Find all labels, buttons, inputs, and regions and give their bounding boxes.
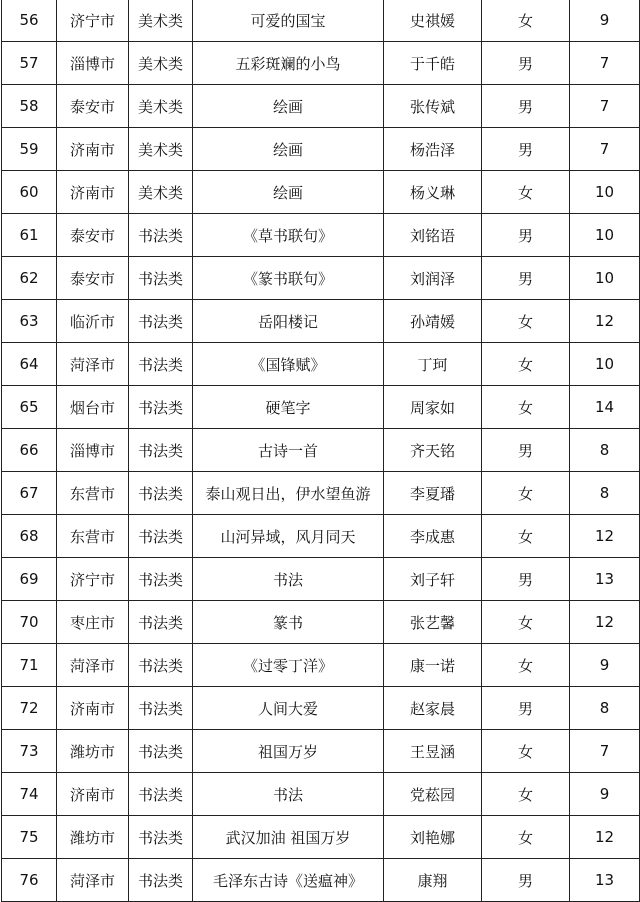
table-row xyxy=(2,601,640,644)
category-cell: 美术类 xyxy=(129,85,193,128)
gender-cell: 女 xyxy=(482,386,570,429)
table-row xyxy=(2,515,640,558)
gender-cell: 男 xyxy=(482,558,570,601)
gender-cell: 女 xyxy=(482,730,570,773)
work-title-cell: 绘画 xyxy=(193,128,384,171)
city-cell: 泰安市 xyxy=(57,257,129,300)
age-cell: 9 xyxy=(570,644,640,687)
table-row xyxy=(2,472,640,515)
age-cell: 7 xyxy=(570,85,640,128)
category-cell: 书法类 xyxy=(129,859,193,902)
city-cell: 枣庄市 xyxy=(57,601,129,644)
work-title-cell: 祖国万岁 xyxy=(193,730,384,773)
category-cell: 美术类 xyxy=(129,128,193,171)
table-row xyxy=(2,644,640,687)
age-cell: 7 xyxy=(570,730,640,773)
table-row xyxy=(2,429,640,472)
city-cell: 淄博市 xyxy=(57,429,129,472)
row-number-cell: 62 xyxy=(2,257,57,300)
student-name-cell: 于千皓 xyxy=(384,42,482,85)
city-cell: 菏泽市 xyxy=(57,644,129,687)
student-name-cell: 周家如 xyxy=(384,386,482,429)
row-number-cell: 56 xyxy=(2,0,57,42)
category-cell: 书法类 xyxy=(129,429,193,472)
row-number-cell: 70 xyxy=(2,601,57,644)
gender-cell: 男 xyxy=(482,429,570,472)
category-cell: 书法类 xyxy=(129,601,193,644)
gender-cell: 男 xyxy=(482,42,570,85)
work-title-cell: 书法 xyxy=(193,558,384,601)
gender-cell: 女 xyxy=(482,601,570,644)
gender-cell: 女 xyxy=(482,773,570,816)
gender-cell: 男 xyxy=(482,859,570,902)
student-name-cell: 张传斌 xyxy=(384,85,482,128)
city-cell: 东营市 xyxy=(57,515,129,558)
category-cell: 书法类 xyxy=(129,472,193,515)
city-cell: 菏泽市 xyxy=(57,343,129,386)
city-cell: 烟台市 xyxy=(57,386,129,429)
entries-table xyxy=(1,0,640,902)
city-cell: 淄博市 xyxy=(57,42,129,85)
table-row xyxy=(2,128,640,171)
work-title-cell: 泰山观日出，伊水望鱼游 xyxy=(193,472,384,515)
student-name-cell: 刘铭语 xyxy=(384,214,482,257)
row-number-cell: 69 xyxy=(2,558,57,601)
student-name-cell: 康翔 xyxy=(384,859,482,902)
city-cell: 东营市 xyxy=(57,472,129,515)
category-cell: 书法类 xyxy=(129,343,193,386)
work-title-cell: 绘画 xyxy=(193,85,384,128)
gender-cell: 女 xyxy=(482,343,570,386)
row-number-cell: 73 xyxy=(2,730,57,773)
age-cell: 13 xyxy=(570,859,640,902)
row-number-cell: 64 xyxy=(2,343,57,386)
age-cell: 8 xyxy=(570,687,640,730)
student-name-cell: 李夏璠 xyxy=(384,472,482,515)
work-title-cell: 山河异域，风月同天 xyxy=(193,515,384,558)
student-name-cell: 刘艳娜 xyxy=(384,816,482,859)
table-row xyxy=(2,859,640,902)
city-cell: 济南市 xyxy=(57,128,129,171)
gender-cell: 女 xyxy=(482,472,570,515)
student-name-cell: 李成惠 xyxy=(384,515,482,558)
row-number-cell: 59 xyxy=(2,128,57,171)
city-cell: 济宁市 xyxy=(57,0,129,42)
row-number-cell: 61 xyxy=(2,214,57,257)
table-row xyxy=(2,343,640,386)
gender-cell: 女 xyxy=(482,644,570,687)
city-cell: 潍坊市 xyxy=(57,730,129,773)
category-cell: 书法类 xyxy=(129,816,193,859)
student-name-cell: 张艺馨 xyxy=(384,601,482,644)
student-name-cell: 赵家晨 xyxy=(384,687,482,730)
row-number-cell: 65 xyxy=(2,386,57,429)
category-cell: 书法类 xyxy=(129,773,193,816)
work-title-cell: 古诗一首 xyxy=(193,429,384,472)
row-number-cell: 66 xyxy=(2,429,57,472)
gender-cell: 女 xyxy=(482,816,570,859)
work-title-cell: 《国锋赋》 xyxy=(193,343,384,386)
gender-cell: 女 xyxy=(482,0,570,42)
age-cell: 9 xyxy=(570,0,640,42)
gender-cell: 男 xyxy=(482,687,570,730)
category-cell: 书法类 xyxy=(129,515,193,558)
category-cell: 美术类 xyxy=(129,42,193,85)
category-cell: 书法类 xyxy=(129,687,193,730)
row-number-cell: 72 xyxy=(2,687,57,730)
row-number-cell: 58 xyxy=(2,85,57,128)
table-row xyxy=(2,214,640,257)
category-cell: 书法类 xyxy=(129,730,193,773)
category-cell: 美术类 xyxy=(129,171,193,214)
work-title-cell: 毛泽东古诗《送瘟神》 xyxy=(193,859,384,902)
work-title-cell: 硬笔字 xyxy=(193,386,384,429)
gender-cell: 女 xyxy=(482,171,570,214)
category-cell: 书法类 xyxy=(129,300,193,343)
row-number-cell: 68 xyxy=(2,515,57,558)
city-cell: 济南市 xyxy=(57,171,129,214)
table-row xyxy=(2,773,640,816)
row-number-cell: 60 xyxy=(2,171,57,214)
table-row xyxy=(2,42,640,85)
student-name-cell: 刘润泽 xyxy=(384,257,482,300)
work-title-cell: 武汉加油 祖国万岁 xyxy=(193,816,384,859)
student-name-cell: 康一诺 xyxy=(384,644,482,687)
row-number-cell: 74 xyxy=(2,773,57,816)
age-cell: 10 xyxy=(570,214,640,257)
gender-cell: 男 xyxy=(482,214,570,257)
row-number-cell: 67 xyxy=(2,472,57,515)
table-row xyxy=(2,171,640,214)
student-name-cell: 杨义琳 xyxy=(384,171,482,214)
student-name-cell: 党菘园 xyxy=(384,773,482,816)
row-number-cell: 71 xyxy=(2,644,57,687)
student-name-cell: 刘子轩 xyxy=(384,558,482,601)
row-number-cell: 75 xyxy=(2,816,57,859)
age-cell: 12 xyxy=(570,515,640,558)
work-title-cell: 《草书联句》 xyxy=(193,214,384,257)
row-number-cell: 57 xyxy=(2,42,57,85)
gender-cell: 男 xyxy=(482,257,570,300)
student-name-cell: 齐天铭 xyxy=(384,429,482,472)
age-cell: 12 xyxy=(570,601,640,644)
student-name-cell: 史祺媛 xyxy=(384,0,482,42)
city-cell: 菏泽市 xyxy=(57,859,129,902)
age-cell: 10 xyxy=(570,343,640,386)
age-cell: 14 xyxy=(570,386,640,429)
age-cell: 8 xyxy=(570,472,640,515)
work-title-cell: 《篆书联句》 xyxy=(193,257,384,300)
student-name-cell: 王昱涵 xyxy=(384,730,482,773)
work-title-cell: 可爱的国宝 xyxy=(193,0,384,42)
age-cell: 10 xyxy=(570,171,640,214)
city-cell: 济南市 xyxy=(57,687,129,730)
table-row xyxy=(2,558,640,601)
category-cell: 书法类 xyxy=(129,257,193,300)
gender-cell: 女 xyxy=(482,515,570,558)
work-title-cell: 岳阳楼记 xyxy=(193,300,384,343)
table-row xyxy=(2,386,640,429)
age-cell: 10 xyxy=(570,257,640,300)
age-cell: 7 xyxy=(570,42,640,85)
table-row xyxy=(2,687,640,730)
table-row xyxy=(2,816,640,859)
gender-cell: 女 xyxy=(482,300,570,343)
row-number-cell: 76 xyxy=(2,859,57,902)
work-title-cell: 书法 xyxy=(193,773,384,816)
gender-cell: 男 xyxy=(482,128,570,171)
table-row xyxy=(2,85,640,128)
student-name-cell: 杨浩泽 xyxy=(384,128,482,171)
age-cell: 12 xyxy=(570,816,640,859)
category-cell: 书法类 xyxy=(129,644,193,687)
table-row xyxy=(2,257,640,300)
age-cell: 8 xyxy=(570,429,640,472)
city-cell: 济南市 xyxy=(57,773,129,816)
city-cell: 泰安市 xyxy=(57,85,129,128)
table-row xyxy=(2,730,640,773)
age-cell: 9 xyxy=(570,773,640,816)
work-title-cell: 篆书 xyxy=(193,601,384,644)
student-name-cell: 孙靖媛 xyxy=(384,300,482,343)
work-title-cell: 人间大爱 xyxy=(193,687,384,730)
work-title-cell: 绘画 xyxy=(193,171,384,214)
work-title-cell: 五彩斑斓的小鸟 xyxy=(193,42,384,85)
city-cell: 潍坊市 xyxy=(57,816,129,859)
age-cell: 7 xyxy=(570,128,640,171)
table-body xyxy=(2,0,640,902)
city-cell: 泰安市 xyxy=(57,214,129,257)
city-cell: 济宁市 xyxy=(57,558,129,601)
row-number-cell: 63 xyxy=(2,300,57,343)
category-cell: 书法类 xyxy=(129,214,193,257)
table-row xyxy=(2,300,640,343)
category-cell: 美术类 xyxy=(129,0,193,42)
table-row xyxy=(2,0,640,42)
age-cell: 13 xyxy=(570,558,640,601)
student-name-cell: 丁珂 xyxy=(384,343,482,386)
age-cell: 12 xyxy=(570,300,640,343)
category-cell: 书法类 xyxy=(129,386,193,429)
category-cell: 书法类 xyxy=(129,558,193,601)
work-title-cell: 《过零丁洋》 xyxy=(193,644,384,687)
city-cell: 临沂市 xyxy=(57,300,129,343)
gender-cell: 男 xyxy=(482,85,570,128)
